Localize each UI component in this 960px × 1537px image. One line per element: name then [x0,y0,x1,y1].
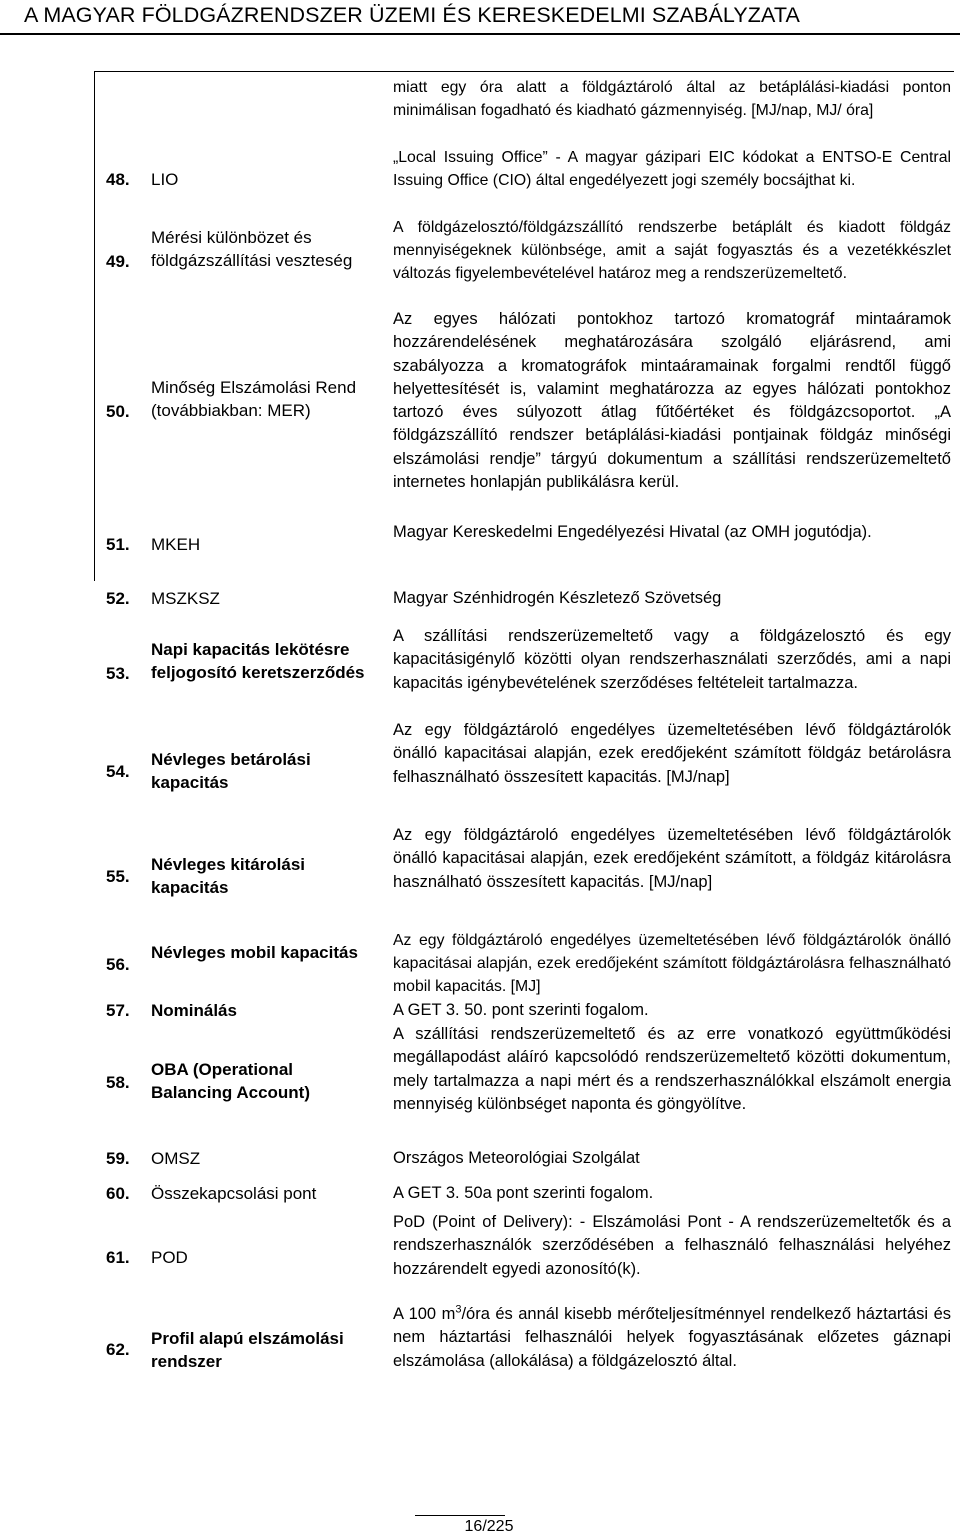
entry-term: OBA (Operational Balancing Account) [151,1060,310,1102]
document-header: A MAGYAR FÖLDGÁZRENDSZER ÜZEMI ÉS KERESKEDELMI SZABÁLYZATA [24,3,800,27]
entry-number: 56. [106,955,130,974]
definition-text-end: /óra és annál kisebb mérőteljesítménnyel rendelkező háztartási és nem háztartási felhasználói helyek fogyasztásának előzetes gáznapi elszámolása (allokálása) a földgázelosztó által. [393,1305,951,1370]
definition-text: Az egy földgáztároló engedélyes üzemeltetésében lévő földgáztárolók önálló kapacitásai alapján, ezek eredőjeként számított, a földgáz kitárolásra használható összesített kapacitás. [MJ/nap] [393,826,951,891]
table-border-left [94,71,95,581]
table-border-top [94,71,954,72]
definition-text: Az egy földgáztároló engedélyes üzemeltetésében lévő földgáztárolók önálló kapacitásai alapján, ezek eredőjeként számított földgáz betárolásra felhasználható összesített kapacitás. [MJ/nap] [393,721,951,786]
definition-text [393,1303,951,1373]
entry-number: 61. [106,1248,130,1267]
entry-number: 50. [106,402,130,421]
entry-term: Profil alapú elszámolási rendszer [151,1329,344,1371]
entry-term: LIO [151,170,179,189]
entry-term: Névleges betárolási kapacitás [151,750,311,792]
entry-term: Mérési különbözet és földgázszállítási veszteség [151,228,353,270]
page-number: 16/225 [464,1518,514,1535]
definition-text: Magyar Szénhidrogén Készletező Szövetség [393,589,722,607]
definition-text: miatt egy óra alatt a földgáztároló által az betáplálási-kiadási ponton minimálisan fogadható és kiadható gázmennyiség. [MJ/nap, MJ/ óra] [393,79,951,120]
entry-number: 62. [106,1340,130,1359]
entry-term: Napi kapacitás lekötésre feljogosító keretszerződés [151,640,365,682]
entry-number: 51. [106,535,130,554]
definition-text: A szállítási rendszerüzemeltető vagy a földgázelosztó és egy kapacitásigénylő közötti olyan rendszerhasználati szerződés, ami a napi kapacitás igénybevételének szerződéses feltételeit tartalmazza. [393,627,951,692]
entry-number: 60. [106,1184,130,1203]
definition-text: A földgázelosztó/földgázszállító rendszerbe betáplált és kiadott földgáz mennyiségeknek különbsége, amit a saját fogyasztás és a vezetékkészlet változás figyelembevételével határoz meg a rendszerüzemeltető. [393,219,951,283]
page-footer [0,1517,960,1537]
definition-text: A szállítási rendszerüzemeltető és az erre vonatkozó együttműködési megállapodást aláíró kapcsolódó rendszerüzemeltető közötti dokumentum, mely tartalmazza a napi mért és a rendszerhasználókkal elszámolt energia mennyiség különbséget naponta és göngyölítve. [393,1025,951,1113]
entry-term: MSZKSZ [151,589,220,608]
definition-text: PoD (Point of Delivery): - Elszámolási Pont - A rendszerüzemeltetők és a rendszerhasználók szerződésében a felhasználó felhasználási helyéhez hozzárendelt egyedi azonosító(k). [393,1213,951,1278]
definition-text: Az egyes hálózati pontokhoz tartozó kromatográf mintaáramok hozzárendelésének meghatározására szolgáló eljárásrend, ami szabályozza a kromatográfok mintaáramainak forgalmi rendtől függő helyettesítését is, valamint meghatározza az egyes hálózati pontokhoz tartozó éves súlyozott átlag fűtőértéket és földgázcsoportot. „A földgázszállító rendszer betáplálási-kiadási pontjainak földgáz minőségi elszámolási rendje” tárgyú dokumentum a szállítási rendszerüzemeltető internetes honlapján publikálásra kerül. [393,310,951,492]
header-rule [0,33,960,35]
entry-term: POD [151,1248,188,1267]
entry-term: Minőség Elszámolási Rend (továbbiakban: MER) [151,378,357,420]
definition-text: Az egy földgáztároló engedélyes üzemeltetésében lévő földgáztárolók önálló kapacitásai alapján, ezek eredőjeként számított földgáztárolásra felhasználható mobil kapacitás. [MJ] [393,932,951,996]
footer-rule [415,1515,505,1516]
entry-number: 59. [106,1149,130,1168]
entry-term: Nominálás [151,1001,237,1020]
definition-text: A GET 3. 50a pont szerinti fogalom. [393,1184,654,1202]
entry-number: 49. [106,252,130,271]
entry-number: 55. [106,867,130,886]
entry-number: 52. [106,589,130,608]
definition-text: „Local Issuing Office” - A magyar gázipari EIC kódokat a ENTSO-E Central Issuing Office (CIO) által engedélyezett jogi személy bocsájthat ki. [393,149,951,190]
entry-number: 53. [106,664,130,683]
entry-number: 54. [106,762,130,781]
definition-text: Magyar Kereskedelmi Engedélyezési Hivatal (az OMH jogutódja). [393,523,872,541]
definition-text: Országos Meteorológiai Szolgálat [393,1149,640,1167]
definition-text-start: A 100 m [393,1305,456,1323]
definition-text: A GET 3. 50. pont szerinti fogalom. [393,1001,649,1019]
entry-term: Névleges kitárolási kapacitás [151,855,306,897]
entry-number: 57. [106,1001,130,1020]
entry-term: Összekapcsolási pont [151,1184,317,1203]
entry-term: Névleges mobil kapacitás [151,943,358,962]
entry-term: OMSZ [151,1149,201,1168]
entry-term: MKEH [151,535,201,554]
superscript-exponent: 3 [455,1303,462,1316]
entry-number: 48. [106,170,130,189]
entry-number: 58. [106,1073,130,1092]
